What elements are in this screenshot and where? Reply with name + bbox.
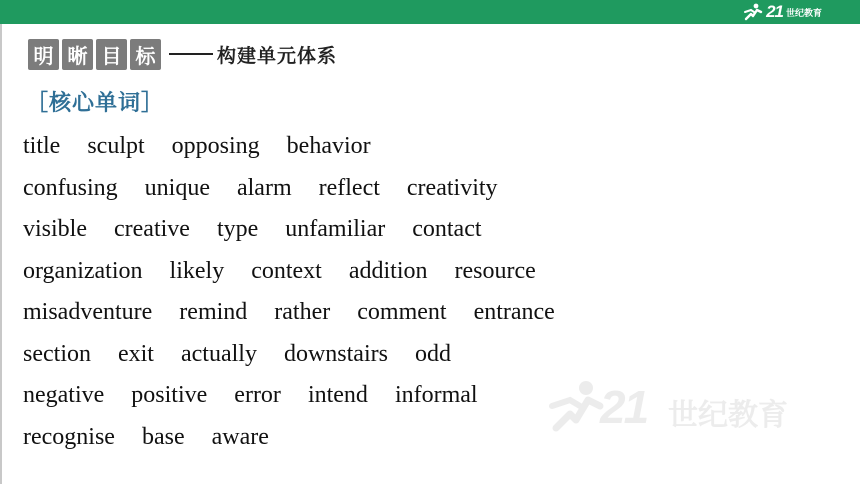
vocab-word: likely — [169, 257, 225, 284]
section-label: ［核心单词］ — [26, 91, 165, 116]
vocab-word: base — [141, 423, 185, 450]
vocab-word: misadventure — [23, 299, 153, 326]
brand-logo — [743, 2, 822, 22]
vocab-word: comment — [357, 299, 447, 326]
watermark — [540, 378, 840, 448]
left-divider — [0, 24, 2, 484]
tag-box-group — [28, 39, 161, 70]
vocab-word: contact — [412, 216, 482, 243]
vocab-word: positive — [131, 382, 208, 409]
vocab-word: entrance — [473, 299, 555, 326]
vocab-word: downstairs — [283, 340, 388, 367]
vocab-word: sculpt — [87, 133, 145, 160]
tag-box: 明 — [28, 39, 59, 70]
vocab-row — [23, 168, 582, 210]
section-header — [28, 38, 337, 70]
vocab-word: creative — [114, 216, 190, 243]
watermark-number: 21 — [600, 381, 648, 433]
vocab-word: negative — [23, 382, 105, 409]
vocab-word: type — [216, 216, 259, 243]
watermark-text: 世纪教育 — [668, 398, 788, 433]
vocab-word: section — [23, 340, 91, 367]
vocab-word: organization — [23, 257, 143, 284]
vocab-row — [23, 334, 582, 376]
vocab-row — [23, 375, 582, 417]
vocab-word: resource — [454, 257, 536, 284]
vocab-word: behavior — [286, 133, 371, 160]
vocab-word: remind — [179, 299, 248, 326]
header-title: 构建单元体系 — [217, 44, 338, 67]
top-banner — [0, 0, 860, 24]
vocab-row — [23, 126, 582, 168]
vocab-word: error — [234, 382, 281, 409]
vocab-word: alarm — [236, 174, 292, 201]
watermark-runner-icon — [548, 378, 606, 434]
header-dash — [169, 53, 213, 55]
vocab-word: opposing — [171, 133, 260, 160]
vocab-word: confusing — [23, 174, 118, 201]
vocab-row — [23, 251, 582, 293]
vocab-word: actually — [180, 340, 257, 367]
vocab-word: visible — [23, 216, 87, 243]
vocabulary-list — [23, 126, 582, 458]
vocab-word: rather — [274, 299, 331, 326]
vocab-word: odd — [414, 340, 451, 367]
logo-number: 21 — [766, 2, 783, 21]
vocab-word: aware — [211, 423, 269, 450]
vocab-word: creativity — [406, 174, 498, 201]
vocab-word: exit — [117, 340, 154, 367]
vocab-word: recognise — [23, 423, 115, 450]
vocab-row — [23, 292, 582, 334]
vocab-word: unique — [144, 174, 210, 201]
vocab-word: informal — [394, 382, 478, 409]
logo-text: 世纪教育 — [785, 8, 822, 19]
tag-box: 标 — [130, 39, 161, 70]
vocab-row — [23, 417, 582, 459]
vocab-word: context — [251, 257, 322, 284]
vocab-word: reflect — [318, 174, 380, 201]
tag-box: 目 — [96, 39, 127, 70]
vocab-row — [23, 209, 582, 251]
tag-box: 晰 — [62, 39, 93, 70]
vocab-word: addition — [348, 257, 428, 284]
runner-icon — [743, 3, 763, 21]
vocab-word: intend — [307, 382, 368, 409]
vocab-word: title — [23, 133, 61, 160]
vocab-word: unfamiliar — [285, 216, 386, 243]
